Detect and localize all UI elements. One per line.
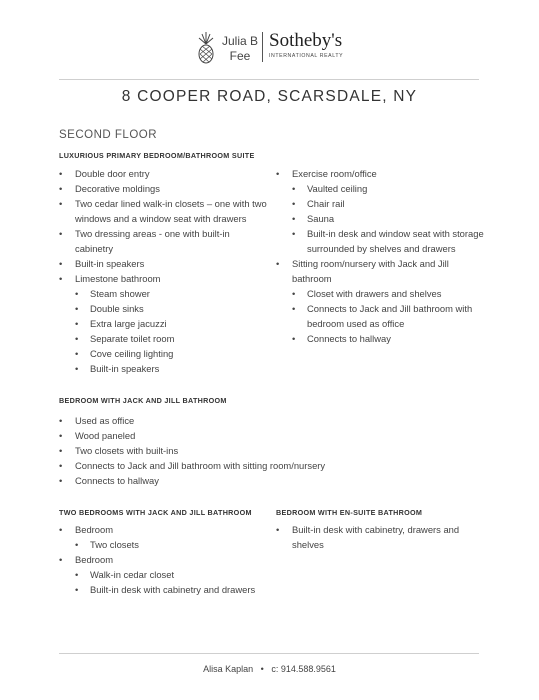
floor-title: SECOND FLOOR [59,129,158,141]
list-item: • Connects to Jack and Jill bathroom with sitting room/nursery [59,458,479,473]
header-divider [59,79,479,80]
list-item: • Two cedar lined walk-in closets – one with two [59,196,274,211]
list-subitem: • Closet with drawers and shelves [276,286,491,301]
list-item: • Bedroom [59,522,274,537]
list-subitem: • Sauna [276,211,491,226]
list-subitem: • Separate toilet room [59,331,274,346]
footer-contact [0,664,539,674]
list-subitem: • Vaulted ceiling [276,181,491,196]
partner-line-2: Fee [229,49,251,63]
brand-subtitle: INTERNATIONAL REALTY [269,53,344,59]
list-item-continuation: windows and a window seat with drawers [75,213,247,224]
brand-name: Sotheby's [269,30,343,51]
section-heading-two-bedrooms: TWO BEDROOMS WITH JACK AND JILL BATHROOM [59,508,252,517]
list-subitem: • Steam shower [59,286,274,301]
list-item: • Wood paneled [59,428,479,443]
list-subitem: • Walk-in cedar closet [59,567,274,582]
list-item: • Limestone bathroom [59,271,274,286]
jack-jill-list [59,413,479,488]
list-item: • Bedroom [59,552,274,567]
list-item: • Sitting room/nursery with Jack and Jill [276,256,491,271]
list-subitem: • Chair rail [276,196,491,211]
agent-name: Alisa Kaplan [203,664,254,674]
list-subitem: • Extra large jacuzzi [59,316,274,331]
pineapple-icon [196,32,216,64]
list-subitem-continuation: surrounded by shelves and drawers [307,243,456,254]
primary-right-list [276,166,491,346]
property-address: 8 COOPER ROAD, SCARSDALE, NY [121,88,418,105]
list-item: • Built-in desk with cabinetry, drawers and [276,522,481,537]
ensuite-list [276,522,481,552]
list-item: • Built-in speakers [59,256,274,271]
list-subitem-continuation: bedroom used as office [307,318,405,329]
list-item: • Two dressing areas - one with built-in [59,226,274,241]
primary-left-list [59,166,274,376]
brand-logo [0,30,539,66]
list-item: • Connects to hallway [59,473,479,488]
list-subitem: • Double sinks [59,301,274,316]
list-subitem: • Built-in desk with cabinetry and drawers [59,582,274,597]
list-item: • Decorative moldings [59,181,274,196]
partner-line-1: Julia B [221,34,259,48]
partner-name [220,34,260,64]
list-item-continuation: cabinetry [75,243,114,254]
section-heading-jack-jill: BEDROOM WITH JACK AND JILL BATHROOM [59,396,227,405]
list-item: • Double door entry [59,166,274,181]
list-subitem: • Built-in desk and window seat with storage [276,226,491,241]
list-item-continuation: shelves [292,539,324,550]
list-subitem: • Built-in speakers [59,361,274,376]
list-item: • Two closets with built-ins [59,443,479,458]
logo-divider [262,32,263,62]
two-bedrooms-list [59,522,274,597]
footer-divider [59,653,479,654]
section-heading-ensuite: BEDROOM WITH EN-SUITE BATHROOM [276,508,423,517]
section-heading-primary: LUXURIOUS PRIMARY BEDROOM/BATHROOM SUITE [59,151,255,160]
list-item-continuation: bathroom [292,273,332,284]
list-item: • Used as office [59,413,479,428]
list-subitem: • Cove ceiling lighting [59,346,274,361]
footer-separator: • [260,664,264,674]
list-subitem: • Connects to hallway [276,331,491,346]
list-subitem: • Two closets [59,537,274,552]
list-subitem: • Connects to Jack and Jill bathroom with [276,301,491,316]
list-item: • Exercise room/office [276,166,491,181]
agent-phone: c: 914.588.9561 [271,664,336,674]
